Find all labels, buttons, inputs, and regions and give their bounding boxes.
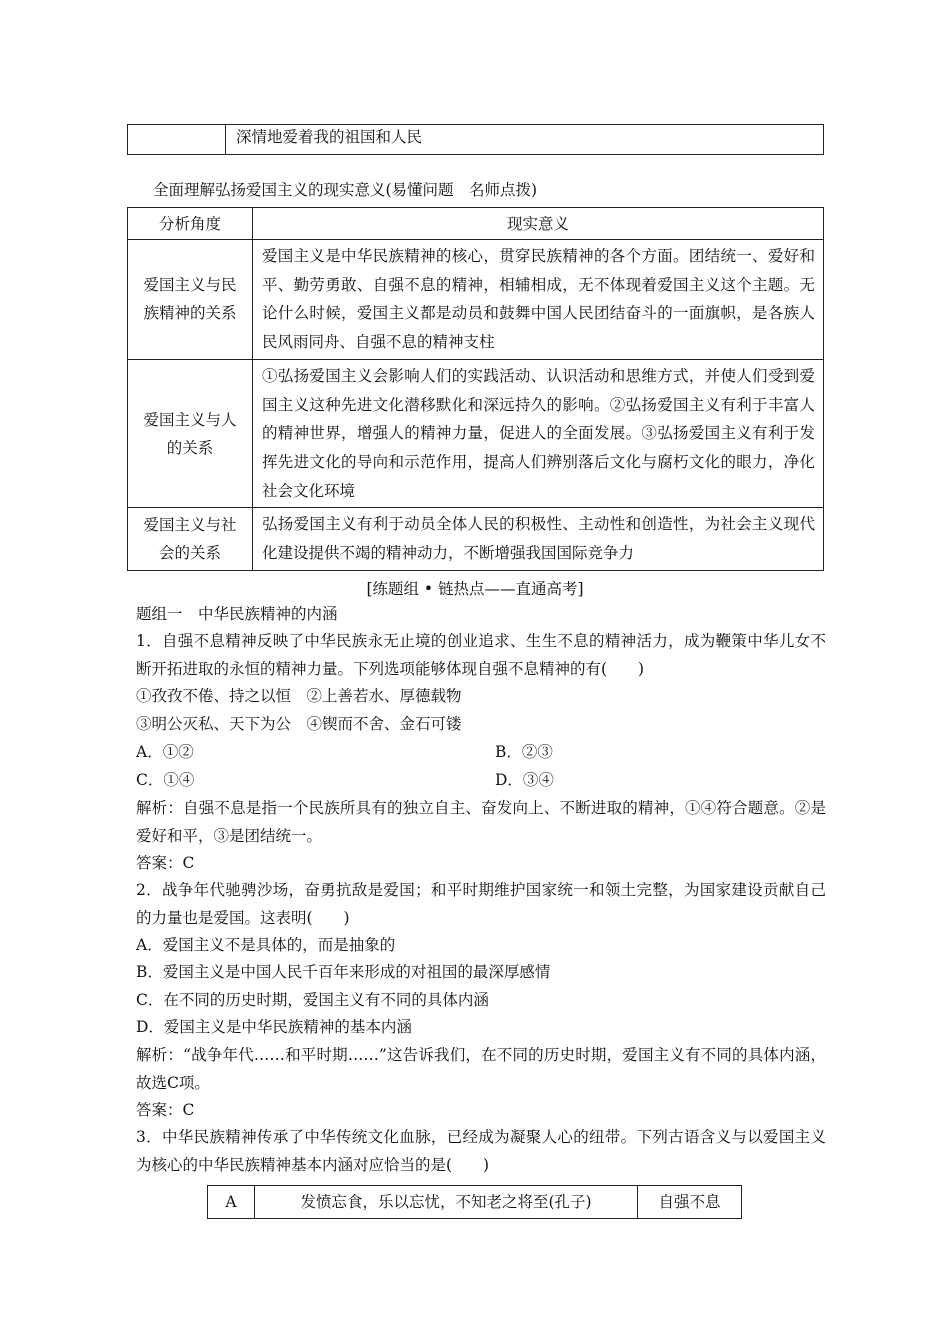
q2-option-a: A．爱国主义不是具体的，而是抽象的 xyxy=(136,936,396,954)
column-header-aspect: 分析角度 xyxy=(128,208,253,240)
patriotism-meaning-table xyxy=(127,207,824,571)
table-row xyxy=(128,508,824,570)
q1-analysis: 解析：自强不息是指一个民族所具有的独立自主、奋发向上、不断进取的精神，①④符合题意。②是爱好和平，③是团结统一。 xyxy=(136,799,826,845)
q1-option-b: B．②③ xyxy=(495,743,553,761)
q1-items-line-2: ③明公灭私、天下为公 ④锲而不舍、金石可镂 xyxy=(136,715,462,733)
table-cell-empty xyxy=(128,125,226,155)
table-row xyxy=(128,125,824,155)
q3-row-label: A xyxy=(208,1186,255,1219)
table-header-row xyxy=(128,208,824,240)
aspect-cell: 爱国主义与民族精神的关系 xyxy=(128,240,253,360)
aspect-cell: 爱国主义与社会的关系 xyxy=(128,508,253,570)
meaning-cell: 弘扬爱国主义有利于动员全体人民的积极性、主动性和创造性，为社会主义现代化建设提供不竭的精神动力，不断增强我国国际竞争力 xyxy=(253,508,824,570)
q2-option-b: B．爱国主义是中国人民千百年来形成的对祖国的最深厚感情 xyxy=(136,963,551,981)
q1-option-a: A．①② xyxy=(136,743,194,761)
top-continuation-table xyxy=(127,124,824,155)
q2-option-d: D．爱国主义是中华民族精神的基本内涵 xyxy=(136,1018,412,1036)
table-caption: 全面理解弘扬爱国主义的现实意义(易懂问题 名师点拨) xyxy=(153,181,538,199)
table-cell-text: 深情地爱着我的祖国和人民 xyxy=(226,125,824,155)
group-title: 题组一 中华民族精神的内涵 xyxy=(136,605,338,623)
q3-stem: 3．中华民族精神传承了中华传统文化血脉，已经成为凝聚人心的纽带。下列古语含义与以爱国主义为核心的中华民族精神基本内涵对应恰当的是( ) xyxy=(136,1128,826,1174)
q3-row-spirit: 自强不息 xyxy=(638,1186,742,1219)
q1-option-d: D．③④ xyxy=(495,771,554,789)
q2-answer: 答案：C xyxy=(136,1101,195,1119)
q1-option-c: C．①④ xyxy=(136,771,195,789)
q2-stem: 2．战争年代驰骋沙场，奋勇抗敌是爱国；和平时期维护国家统一和领土完整，为国家建设贡献自己的力量也是爱国。这表明( ) xyxy=(136,881,826,927)
q1-stem: 1．自强不息精神反映了中华民族永无止境的创业追求、生生不息的精神活力，成为鞭策中华儿女不断开拓进取的永恒的精神力量。下列选项能够体现自强不息精神的有( ) xyxy=(136,632,826,678)
q3-options-table xyxy=(207,1185,742,1219)
q3-row-quote: 发愤忘食，乐以忘忧，不知老之将至(孔子) xyxy=(255,1186,638,1219)
section-title: [练题组 • 链热点——直通高考] xyxy=(366,580,584,598)
meaning-cell: ①弘扬爱国主义会影响人们的实践活动、认识活动和思维方式，并使人们受到爱国主义这种先进文化潜移默化和深远持久的影响。②弘扬爱国主义有利于丰富人的精神世界，增强人的精神力量，促进人的全面发展。③弘扬爱国主义有利于发挥先进文化的导向和示范作用，提高人们辨别落后文化与腐朽文化的眼力，净化社会文化环境 xyxy=(253,359,824,508)
table-row xyxy=(208,1186,742,1219)
q2-option-c: C．在不同的历史时期，爱国主义有不同的具体内涵 xyxy=(136,991,489,1009)
column-header-meaning: 现实意义 xyxy=(253,208,824,240)
meaning-cell: 爱国主义是中华民族精神的核心，贯穿民族精神的各个方面。团结统一、爱好和平、勤劳勇敢、自强不息的精神，相辅相成，无不体现着爱国主义这个主题。无论什么时候，爱国主义都是动员和鼓舞中国人民团结奋斗的一面旗帜，是各族人民风雨同舟、自强不息的精神支柱 xyxy=(253,240,824,360)
aspect-cell: 爱国主义与人的关系 xyxy=(128,359,253,508)
table-row xyxy=(128,359,824,508)
table-row xyxy=(128,240,824,360)
q1-items-line-1: ①孜孜不倦、持之以恒 ②上善若水、厚德载物 xyxy=(136,687,462,705)
q1-answer: 答案：C xyxy=(136,854,195,872)
q2-analysis: 解析：“战争年代……和平时期……”这告诉我们，在不同的历史时期，爱国主义有不同的具体内涵，故选C项。 xyxy=(136,1046,826,1092)
